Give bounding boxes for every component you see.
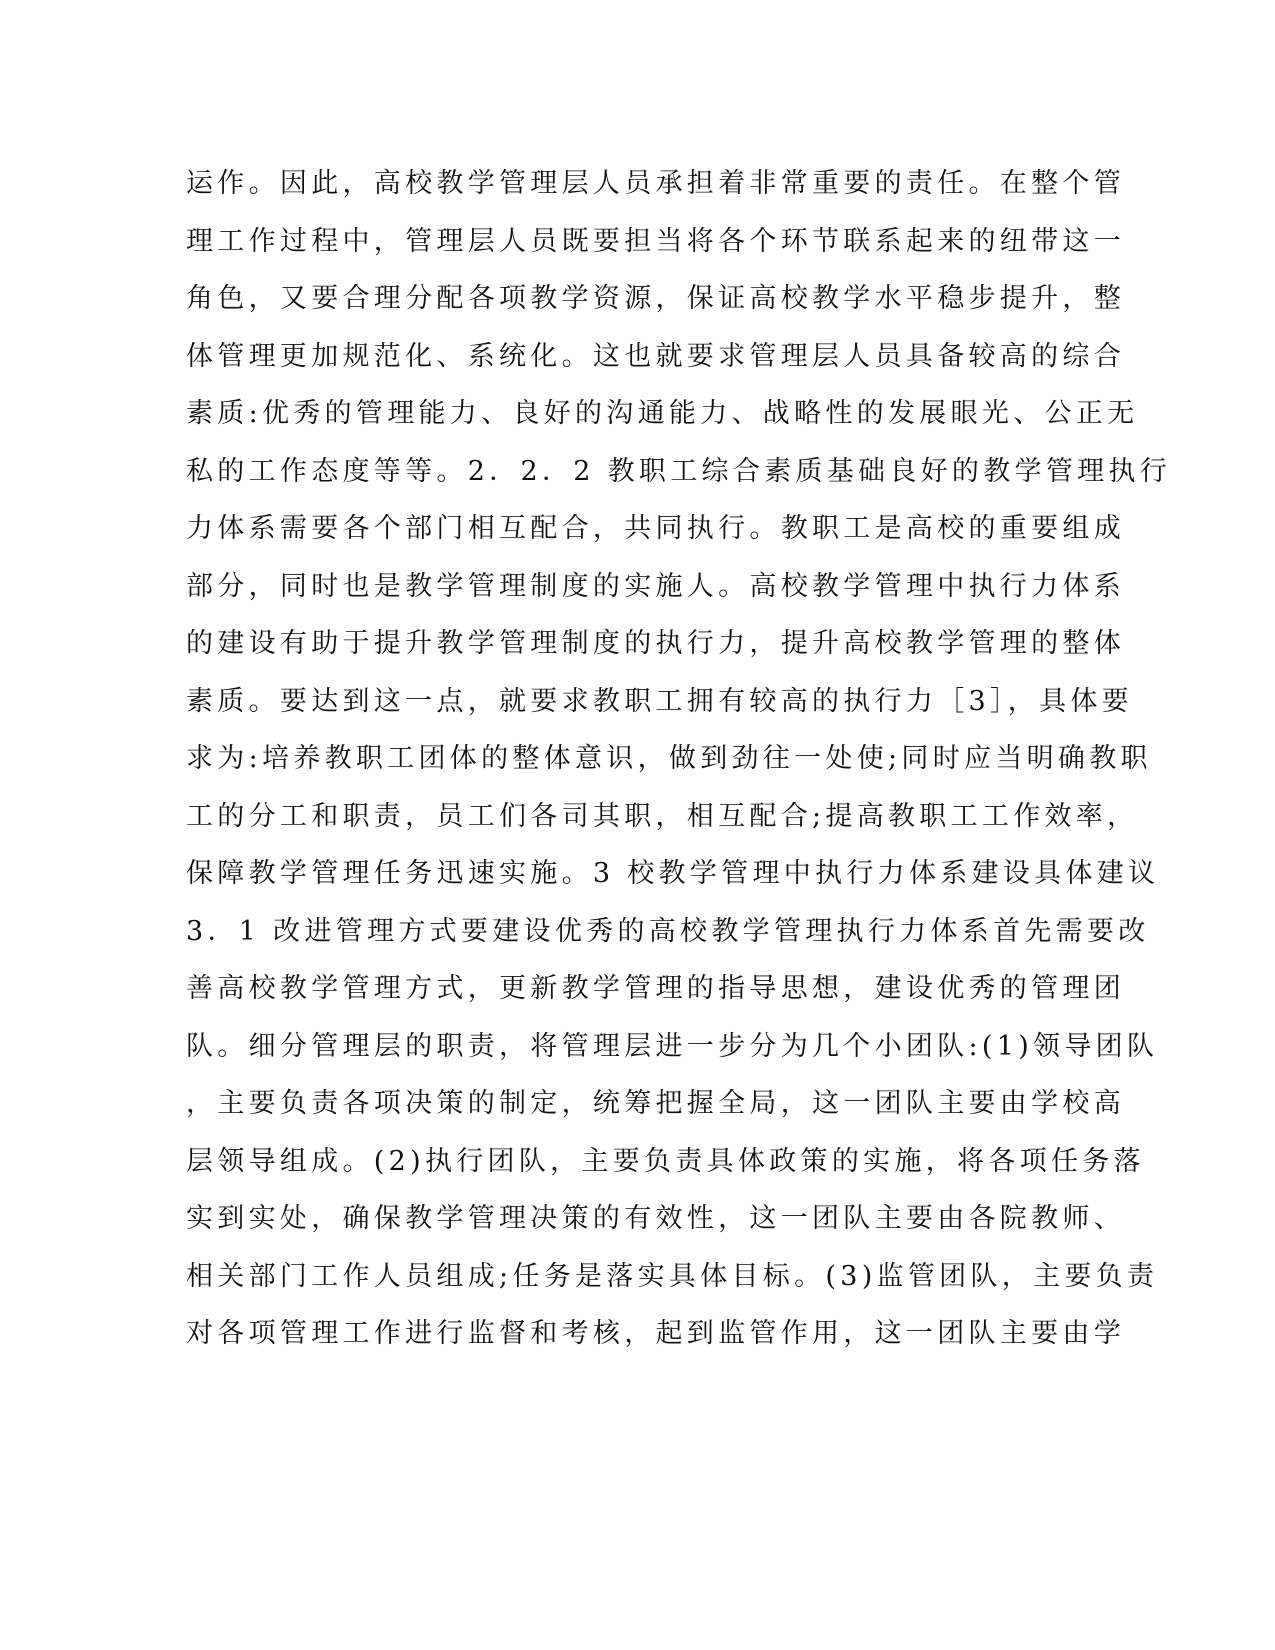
text-line: 部分，同时也是教学管理制度的实施人。高校教学管理中执行力体系 bbox=[186, 570, 1125, 602]
text-line: 对各项管理工作进行监督和考核，起到监管作用，这一团队主要由学 bbox=[186, 1318, 1125, 1349]
text-line: 相关部门工作人员组成;任务是落实具体目标。(3)监管团队，主要负责 bbox=[186, 1260, 1159, 1292]
text-line: 素质。要达到这一点，就要求教职工拥有较高的执行力［3］，具体要 bbox=[186, 685, 1133, 717]
text-line: 的建设有助于提升教学管理制度的执行力，提升高校教学管理的整体 bbox=[186, 628, 1125, 659]
text-line: ，主要负责各项决策的制定，统筹把握全局，这一团队主要由学校高 bbox=[186, 1088, 1125, 1119]
text-line: 善高校教学管理方式，更新教学管理的指导思想，建设优秀的管理团 bbox=[186, 973, 1125, 1004]
text-line: 理工作过程中，管理层人员既要担当将各个环节联系起来的纽带这一 bbox=[186, 225, 1125, 257]
text-line: 素质:优秀的管理能力、良好的沟通能力、战略性的发展眼光、公正无 bbox=[186, 398, 1139, 429]
body-text bbox=[186, 155, 1172, 1363]
text-line: 层领导组成。(2)执行团队，主要负责具体政策的实施，将各项任务落 bbox=[186, 1145, 1145, 1177]
text-line: 工的分工和职责，员工们各司其职，相互配合;提高教职工工作效率， bbox=[186, 800, 1139, 832]
text-line: 保障教学管理任务迅速实施。3 校教学管理中执行力体系建设具体建议 bbox=[186, 858, 1160, 889]
text-line: 私的工作态度等等。2．2．2 教职工综合素质基础良好的教学管理执行 bbox=[186, 455, 1172, 487]
text-line: 体管理更加规范化、系统化。这也就要求管理层人员具备较高的综合 bbox=[186, 340, 1125, 372]
text-line: 运作。因此，高校教学管理层人员承担着非常重要的责任。在整个管 bbox=[186, 168, 1125, 199]
text-line: 角色，又要合理分配各项教学资源，保证高校教学水平稳步提升，整 bbox=[186, 283, 1125, 314]
text-line: 实到实处，确保教学管理决策的有效性，这一团队主要由各院教师、 bbox=[186, 1203, 1125, 1234]
text-line: 力体系需要各个部门相互配合，共同执行。教职工是高校的重要组成 bbox=[186, 513, 1125, 544]
text-line: 队。细分管理层的职责，将管理层进一步分为几个小团队:(1)领导团队 bbox=[186, 1030, 1159, 1062]
text-line: 3．1 改进管理方式要建设优秀的高校教学管理执行力体系首先需要改 bbox=[186, 915, 1150, 947]
text-line: 求为:培养教职工团体的整体意识，做到劲往一处使;同时应当明确教职 bbox=[186, 743, 1152, 774]
